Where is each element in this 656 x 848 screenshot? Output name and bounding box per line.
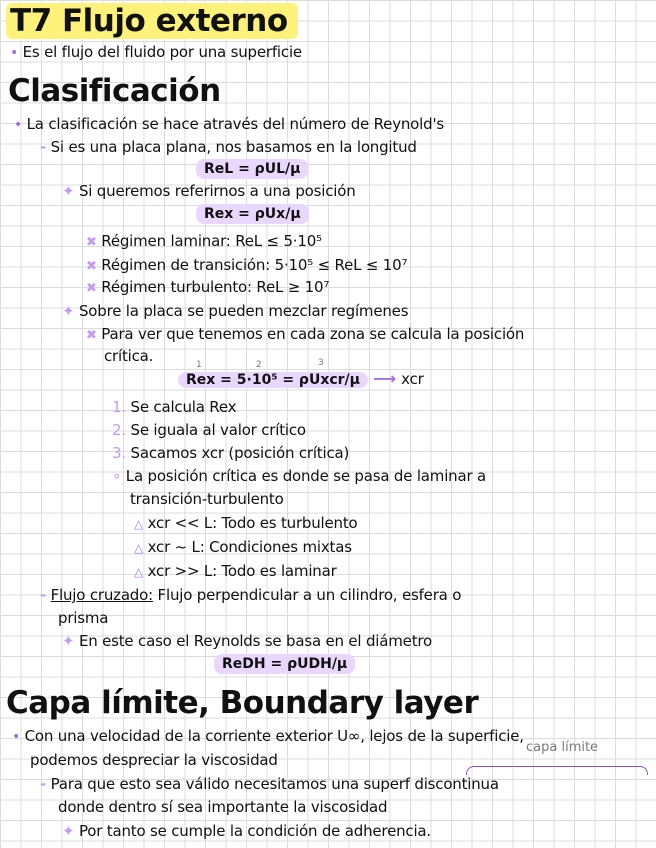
item-text: Para ver que tenemos en cada zona se calcula la posición (101, 325, 525, 343)
bullet-dot-icon: • (10, 45, 19, 61)
formula-critical-text: Rex = 5·10⁵ = ρUxcr/μ (178, 372, 368, 388)
list-item (112, 397, 236, 417)
list-item (112, 443, 349, 463)
list-item-continuation: prisma (58, 609, 109, 627)
item-text: Si es una placa plana, nos basamos en la longitud (50, 138, 417, 156)
item-text: Régimen turbulento: ReL ≥ 10⁷ (101, 278, 330, 296)
bullet-x-icon: ✖ (86, 281, 97, 296)
list-item (86, 255, 407, 277)
item-text: Con una velocidad de la corriente exterior U∞, lejos de la superficie, (24, 727, 524, 745)
formula-reynolds-diameter: ReDH = ρUDH/μ (214, 654, 355, 674)
list-item (10, 42, 302, 63)
list-item (134, 513, 358, 534)
formula-critical-position (178, 369, 424, 390)
bullet-star-icon: ✦ (62, 822, 75, 840)
bullet-dash-icon: - (40, 586, 47, 604)
step-number: 1. (112, 398, 126, 416)
list-item (134, 561, 337, 582)
bullet-star-icon: ✦ (62, 302, 75, 320)
page-title-text: T7 Flujo externo (6, 3, 298, 39)
list-item (62, 821, 431, 841)
item-text: Si queremos referirnos a una posición (78, 182, 356, 200)
triangle-icon: △ (134, 541, 144, 555)
step-marker-3: 3 (318, 358, 324, 368)
list-item (86, 324, 524, 346)
list-item (112, 466, 486, 486)
item-label-underlined: Flujo cruzado: (50, 586, 153, 604)
bullet-x-icon: ✖ (86, 259, 97, 274)
list-item (14, 114, 444, 135)
item-text: Régimen de transición: 5·10⁵ ≤ ReL ≤ 10⁷ (101, 256, 408, 274)
bullet-dot-icon: • (12, 729, 21, 745)
item-text: La posición crítica es donde se pasa de laminar a (125, 467, 487, 485)
formula-reynolds-length: ReL = ρUL/μ (196, 159, 308, 179)
bullet-dash-icon: - (40, 138, 47, 156)
section-heading-capa-limite: Capa límite, Boundary layer (6, 685, 479, 721)
list-item-continuation: transición-turbulento (130, 490, 284, 508)
list-item (62, 631, 432, 651)
item-text: xcr >> L: Todo es laminar (147, 562, 337, 580)
item-text: Sobre la placa se pueden mezclar regímenes (78, 302, 409, 320)
list-item (134, 537, 352, 558)
list-item (62, 181, 356, 201)
item-text: xcr ~ L: Condiciones mixtas (147, 538, 352, 556)
list-item-continuation: crítica. (104, 347, 154, 365)
list-item (40, 137, 417, 157)
arrow-right-icon: ⟶ (373, 369, 397, 388)
item-text: Para que esto sea válido necesitamos una superf discontinua (50, 775, 499, 793)
bullet-x-icon: ✖ (86, 328, 97, 343)
item-text: Es el flujo del fluido por una superficie (22, 43, 302, 61)
bullet-x-icon: ✖ (86, 235, 97, 250)
list-item (12, 726, 524, 747)
item-text: Sacamos xcr (posición crítica) (130, 444, 350, 462)
step-number: 2. (112, 421, 126, 439)
formula-reynolds-position: Rex = ρUx/μ (196, 204, 309, 224)
list-item (112, 420, 306, 440)
bullet-star-icon: ✦ (62, 632, 75, 650)
bullet-dash-icon: - (40, 775, 47, 793)
list-item (86, 277, 329, 299)
item-text: Se calcula Rex (130, 398, 237, 416)
list-item (62, 301, 408, 321)
list-item-continuation: donde dentro sí sea importante la viscosidad (58, 798, 388, 816)
triangle-icon: △ (134, 565, 144, 579)
step-number: 3. (112, 444, 126, 462)
item-text: Se iguala al valor crítico (130, 421, 306, 439)
item-text: Flujo perpendicular a un cilindro, esfera o (157, 586, 462, 604)
step-marker-2: 2 (256, 360, 262, 370)
step-marker-1: 1 (196, 360, 202, 370)
item-text: xcr << L: Todo es turbulento (147, 514, 358, 532)
annotation-capa-limite: capa límite (526, 740, 599, 755)
item-text: En este caso el Reynolds se basa en el diámetro (78, 632, 432, 650)
list-item (40, 585, 461, 605)
triangle-icon: △ (134, 517, 144, 531)
item-text: Por tanto se cumple la condición de adherencia. (78, 822, 431, 840)
list-item (86, 231, 322, 253)
item-text: La clasificación se hace através del número de Reynold's (26, 115, 444, 133)
section-heading-clasificacion: Clasificación (8, 73, 221, 109)
list-item (40, 774, 499, 794)
formula-critical-result: xcr (401, 370, 424, 388)
item-text: Régimen laminar: ReL ≤ 5·10⁵ (101, 232, 322, 250)
page-title (6, 2, 298, 40)
bullet-dot-icon: • (14, 117, 23, 133)
list-item-continuation: podemos despreciar la viscosidad (30, 751, 278, 769)
bullet-star-icon: ✦ (62, 182, 75, 200)
bullet-circle-icon: ∘ (112, 467, 122, 485)
